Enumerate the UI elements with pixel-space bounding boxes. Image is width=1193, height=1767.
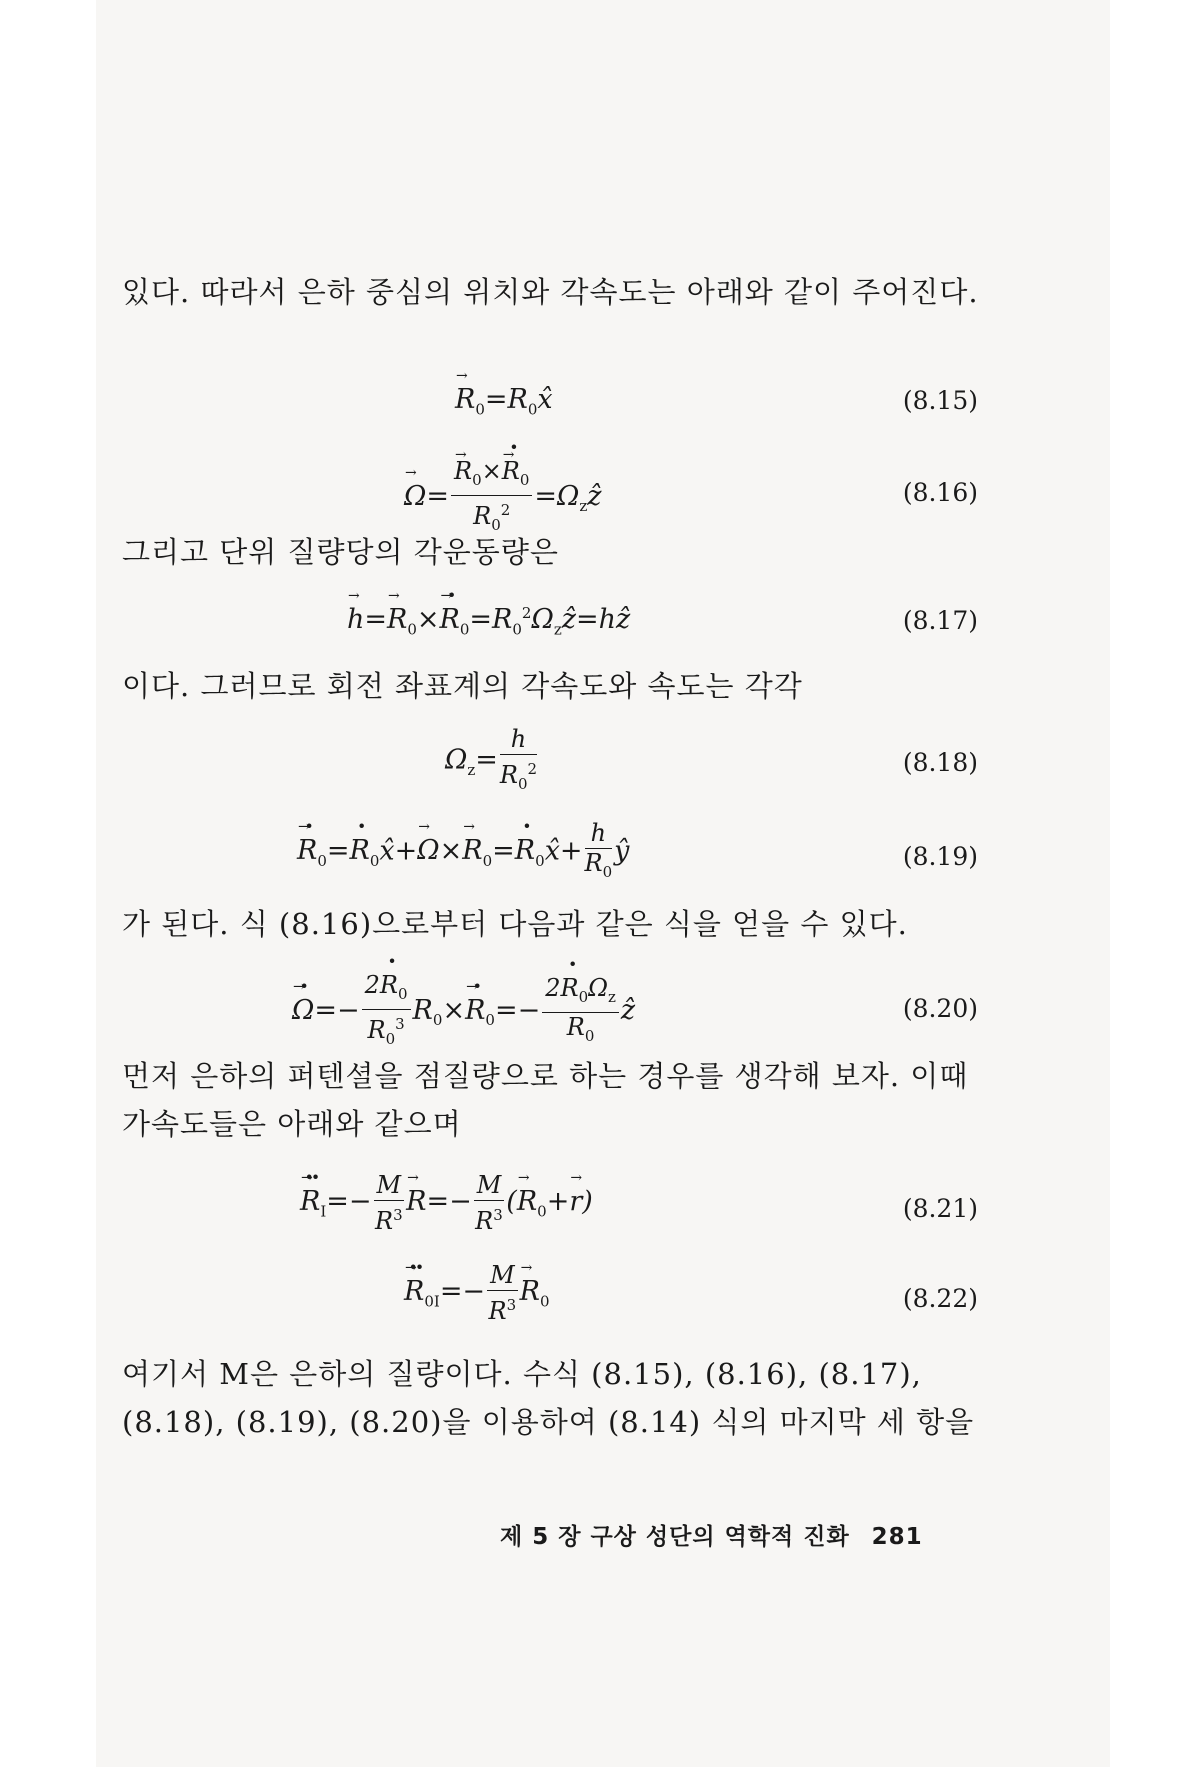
equation-body: → Ω= → $\frac{R_0\times\to R \cdot_0}{R_0^2}$ $=\Omega_zẑ$: [404, 456, 602, 539]
equation-number: (8.18): [902, 748, 978, 777]
equation-body: → $R \cdot\cdot_I=-$ $\frac{M}{R^3}$ → R=− $\frac{M}{R^3}$ (→ $R_0+\to r$): [300, 1170, 593, 1235]
equation-number: (8.15): [902, 386, 978, 415]
equation-body: $\Omega_z=$ $\frac{h}{R_0^2}$: [445, 725, 538, 793]
equation-number: (8.16): [902, 478, 978, 507]
paragraph-2: 그리고 단위 질량당의 각운동량은: [122, 535, 559, 569]
equation-number: (8.22): [902, 1284, 978, 1313]
paragraph-6: 여기서 M은 은하의 질량이다. 수식 (8.15), (8.16), (8.17), (8.18), (8.19), (8.20)을 이용하여 (8.14) 식의 마지막 세 항을: [122, 1357, 975, 1439]
equation-8-21: [122, 1166, 998, 1252]
equation-8-22: [122, 1256, 998, 1342]
paragraph-1: 있다. 따라서 은하 중심의 위치와 각속도는 아래와 같이 주어진다.: [122, 275, 979, 309]
chapter-title: 제 5 장 구상 성단의 역학적 진화: [500, 1524, 850, 1550]
equation-8-19: [122, 814, 998, 900]
equation-body: → Ω ·=− $\frac{2R \cdot_0}{R_0^3}$ $R_0\times\to R \cdot_0=-$ $\frac{2R \cdot_0\Omega_z}{R_0}$ ẑ: [292, 970, 635, 1053]
equation-8-15: [122, 378, 998, 438]
equation-body: → $R_0=R_0x̂$: [455, 384, 553, 418]
equation-body: → $R \cdot_0=R$ $\cdot_0x̂+\to \Omega\times\to R_0=R$ $\cdot_0x̂+$ $\frac{h}{R_0}$ ŷ: [297, 818, 629, 886]
equation-body: → $h=\to R_0\times\to R$ $\cdot_0=R_0^2\Omega_zẑ=hẑ$: [347, 604, 630, 638]
paragraph-4: 가 된다. 식 (8.16)으로부터 다음과 같은 식을 얻을 수 있다.: [122, 907, 908, 941]
paragraph-3: 이다. 그러므로 회전 좌표계의 각속도와 속도는 각각: [122, 669, 803, 703]
equation-8-16: [122, 450, 998, 536]
equation-8-18: [122, 720, 998, 806]
equation-number: (8.19): [902, 842, 978, 871]
equation-8-20: [122, 966, 998, 1052]
paragraph-5: 먼저 은하의 퍼텐셜을 점질량으로 하는 경우를 생각해 보자. 이때 가속도들은 아래와 같으며: [122, 1059, 969, 1141]
equation-number: (8.20): [902, 994, 978, 1023]
equation-8-17: [122, 598, 998, 658]
page-footer: [500, 1518, 923, 1551]
equation-body: → $R \cdot\cdot_{0I}=-$ $\frac{M}{R^3}$ → $R_0$: [404, 1260, 550, 1325]
equation-number: (8.21): [902, 1194, 978, 1223]
page-number: 281: [871, 1524, 923, 1550]
equation-number: (8.17): [902, 606, 978, 635]
